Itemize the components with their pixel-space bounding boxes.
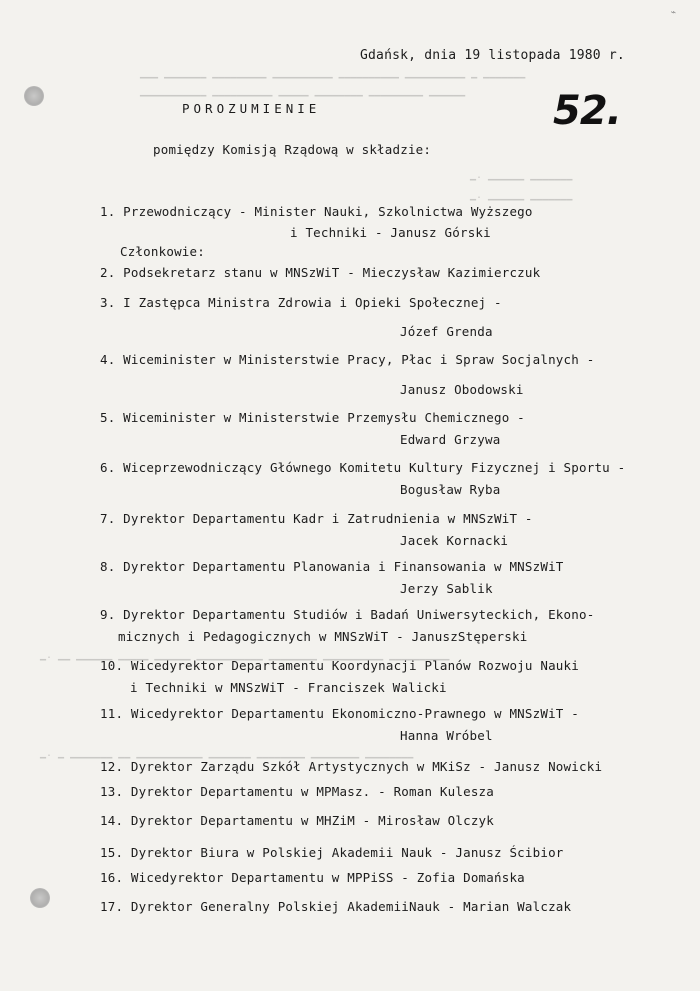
document-date: Gdańsk, dnia 19 listopada 1980 r. bbox=[360, 48, 625, 63]
list-item-7-cont: Jacek Kornacki bbox=[400, 533, 509, 548]
list-item-11-cont: Hanna Wróbel bbox=[400, 728, 493, 743]
members-label: Członkowie: bbox=[120, 244, 205, 259]
list-item-6-cont: Bogusław Ryba bbox=[400, 482, 501, 497]
list-item-9: 9. Dyrektor Departamentu Studiów i Badań Uniwersyteckich, Ekono- bbox=[100, 607, 595, 622]
list-item-12: 12. Dyrektor Zarządu Szkół Artystycznych w MKiSz - Janusz Nowicki bbox=[100, 759, 603, 774]
list-item-15: 15. Dyrektor Biura w Polskiej Akademii Nauk - Janusz Ścibior bbox=[100, 845, 564, 860]
list-item-8: 8. Dyrektor Departamentu Planowania i Finansowania w MNSzWiT bbox=[100, 559, 564, 574]
list-item-10-cont: i Techniki w MNSzWiT - Franciszek Walicki bbox=[130, 680, 447, 695]
list-item-16: 16. Wicedyrektor Departamentu w MPPiSS - Zofia Domańska bbox=[100, 870, 525, 885]
list-item-13: 13. Dyrektor Departamentu w MPMasz. - Roman Kulesza bbox=[100, 784, 495, 799]
intro-line: pomiędzy Komisją Rządową w składzie: bbox=[153, 142, 432, 157]
punch-hole-icon bbox=[24, 86, 44, 106]
list-item-11: 11. Wicedyrektor Departamentu Ekonomiczno-Prawnego w MNSzWiT - bbox=[100, 706, 579, 721]
list-item-4-cont: Janusz Obodowski bbox=[400, 382, 524, 397]
list-item-1: 1. Przewodniczący - Minister Nauki, Szkolnictwa Wyższego bbox=[100, 204, 533, 219]
list-item-1-cont: i Techniki - Janusz Górski bbox=[290, 225, 491, 240]
handwritten-number: 52. bbox=[553, 88, 621, 134]
archive-mark-icon: ⌁ bbox=[670, 8, 676, 18]
list-item-7: 7. Dyrektor Departamentu Kadr i Zatrudnienia w MNSzWiT - bbox=[100, 511, 533, 526]
list-item-3-cont: Józef Grenda bbox=[400, 324, 493, 339]
list-item-3: 3. I Zastępca Ministra Zdrowia i Opieki Społecznej - bbox=[100, 295, 502, 310]
list-item-10: 10. Wicedyrektor Departamentu Koordynacji Planów Rozwoju Nauki bbox=[100, 658, 579, 673]
list-item-4: 4. Wiceminister w Ministerstwie Pracy, Płac i Spraw Socjalnych - bbox=[100, 352, 595, 367]
list-item-8-cont: Jerzy Sablik bbox=[400, 581, 493, 596]
list-item-5: 5. Wiceminister w Ministerstwie Przemysłu Chemicznego - bbox=[100, 410, 525, 425]
list-item-5-cont: Edward Grzywa bbox=[400, 432, 501, 447]
punch-hole-icon bbox=[30, 888, 50, 908]
list-item-9-cont: micznych i Pedagogicznych w MNSzWiT - JanuszStęperski bbox=[118, 629, 528, 644]
list-item-14: 14. Dyrektor Departamentu w MHZiM - Mirosław Olczyk bbox=[100, 813, 495, 828]
document-page: ⌁ ▁▁▁ ▁▁▁▁▁▁▁ ▁▁▁▁▁▁▁▁▁ ▁▁▁▁▁▁▁▁▁▁ ▁▁▁▁▁▁▁▁▁▁ ▁▁▁▁▁▁▁▁▁▁ ▁ ▁▁▁▁▁▁▁ ▁▁▁▁▁▁▁▁▁▁▁ ▁▁▁▁▁▁▁▁▁▁ ▁▁▁▁▁ ▁▁▁▁▁▁▁▁ ▁▁▁▁▁▁▁▁▁ ▁▁▁▁▁▁ ▁. ▁▁▁▁▁▁ ▁▁▁▁▁▁▁ ▁. ▁▁▁▁▁▁ ▁▁▁▁▁▁▁ ▁. ▁▁ ▁▁▁▁▁▁ ▁▁▁▁▁ ▁▁▁▁▁▁ ▁▁▁▁▁▁▁▁▁▁▁ ▁▁▁▁▁▁▁▁ ▁▁▁▁▁▁▁▁▁▁ ▁▁▁▁▁▁▁▁▁▁ ▁. ▁ ▁▁▁▁▁▁▁ ▁▁ ▁▁▁▁▁▁▁▁▁▁▁ ▁▁▁▁▁▁▁ ▁▁▁▁▁▁▁▁ ▁▁▁▁▁▁▁▁ ▁▁▁▁▁▁▁▁ Gdańsk, dnia 19 listopada 1980 r. POROZUMIENIE 52. pomiędzy Komisją Rządową w składzie: 1. Przewodniczący - Minister Nauki, Szkolnictwa Wyższego i Techniki - Janusz Górski Członkowie: 2. Podsekretarz stanu w MNSzWiT - Mieczysław Kazimierczuk 3. I Zastępca Ministra Zdrowia i Opieki Społecznej - Józef Grenda 4. Wiceminister w Ministerstwie Pracy, Płac i Spraw Socjalnych - Janusz Obodowski 5. Wiceminister w Ministerstwie Przemysłu Chemicznego - Edward Grzywa 6. Wiceprzewodniczący Głównego Komitetu Kultury Fizycznej i Sportu - Bogusław Ryba 7. Dyrektor Departamentu Kadr i Zatrudnienia w MNSzWiT - Jacek Kornacki 8. Dyrektor Departamentu Planowania i Finansowania w MNSzWiT Jerzy Sablik 9. Dyrektor Departamentu Studiów i Badań Uniwersyteckich, Ekono- micznych i Pedagogicznych w MNSzWiT - JanuszStęperski 10. Wicedyrektor Departamentu Koordynacji Planów Rozwoju Nauki i Techniki w MNSzWiT - Franciszek Walicki 11. Wicedyrektor Departamentu Ekonomiczno-Prawnego w MNSzWiT - Hanna Wróbel 12. Dyrektor Zarządu Szkół Artystycznych w MKiSz - Janusz Nowicki 13. Dyrektor Departamentu w MPMasz. - Roman Kulesza 14. Dyrektor Departamentu w MHZiM - Mirosław Olczyk 15. Dyrektor Biura w Polskiej Akademii Nauk - Janusz Ścibior 16. Wicedyrektor Departamentu w MPPiSS - Zofia Domańska 17. Dyrektor Generalny Polskiej AkademiiNauk - Marian Walczak bbox=[0, 0, 700, 991]
list-item-2: 2. Podsekretarz stanu w MNSzWiT - Mieczysław Kazimierczuk bbox=[100, 265, 541, 280]
list-item-17: 17. Dyrektor Generalny Polskiej AkademiiNauk - Marian Walczak bbox=[100, 899, 572, 914]
list-item-6: 6. Wiceprzewodniczący Głównego Komitetu Kultury Fizycznej i Sportu - bbox=[100, 460, 626, 475]
document-title: POROZUMIENIE bbox=[182, 101, 321, 116]
